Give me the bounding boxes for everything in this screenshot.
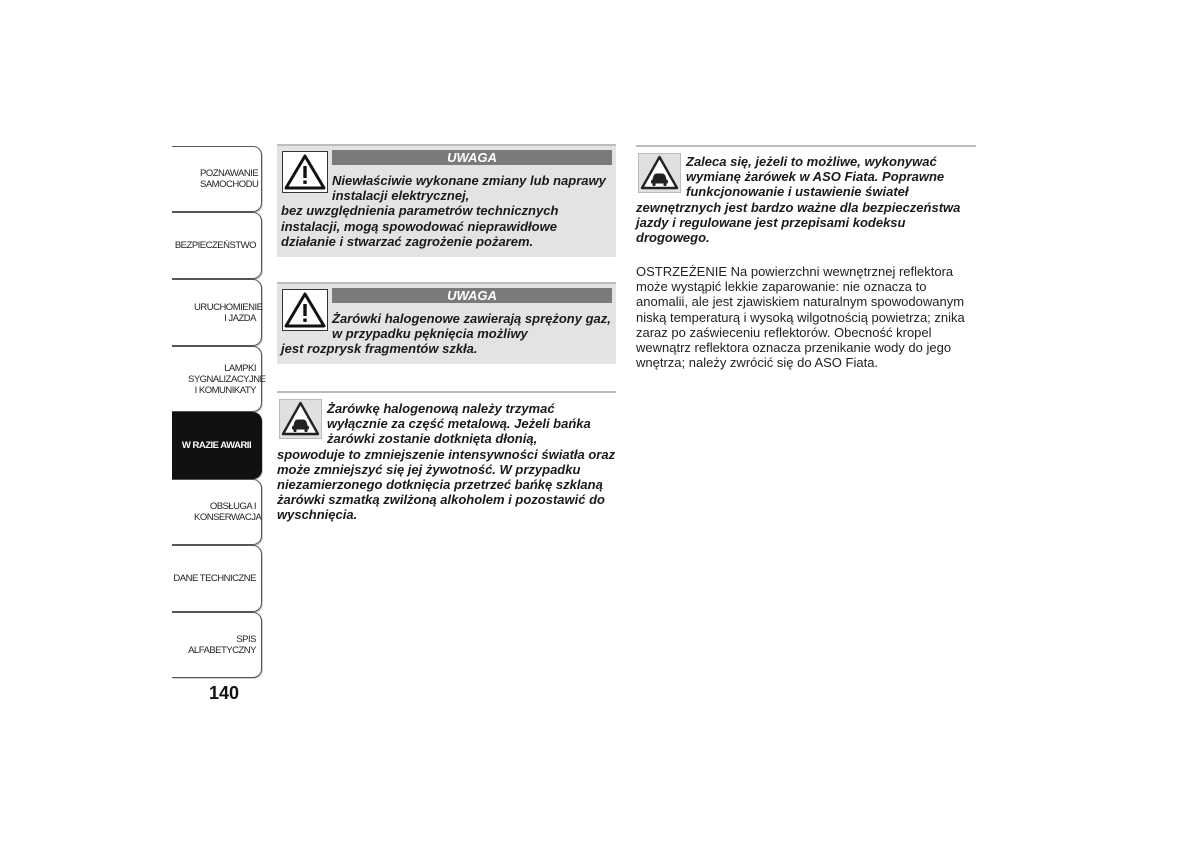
tab-label: POZNAWANIE SAMOCHODU	[200, 168, 259, 190]
warning-text-rest: bez uwzględnienia parametrów technicznych instalacji, mogą spowodować nieprawidłowe działanie i stwarzać zagrożenie pożarem.	[281, 203, 559, 249]
tab-label: SPIS ALFABETYCZNY	[188, 634, 256, 656]
warning-text-rest: jest rozprysk fragmentów szkła.	[281, 341, 478, 357]
warning-text-indented: Niewłaściwie wykonane zmiany lub naprawy instalacji elektrycznej,	[332, 173, 606, 204]
tab-label: DANE TECHNICZNE	[173, 573, 256, 584]
caution-note	[277, 391, 616, 523]
warning-text	[281, 311, 612, 357]
warning-text-indented: Żarówki halogenowe zawierają sprężony gaz, w przypadku pęknięcia możliwy	[332, 311, 611, 342]
note-text-rest: spowoduje to zmniejszenie intensywności światła oraz może zmniejszyć się jej żywotność. W przypadku niezamierzonego dotknięcia przetrzeć bańkę szklaną żarówki szmatką zwilżoną alkoholem i pozostawić do wyschnięcia.	[277, 446, 616, 523]
caution-note	[636, 145, 976, 247]
tab-label: OBSŁUGA I KONSERWACJA	[194, 501, 262, 523]
tab-obsluga-i-konserwacja[interactable]	[172, 479, 262, 545]
tab-bezpieczenstwo[interactable]	[172, 212, 262, 279]
warning-heading: UWAGA	[332, 150, 612, 165]
tab-label: URUCHOMIENIE I JAZDA	[194, 301, 263, 324]
tab-spis-alfabetyczny[interactable]	[172, 612, 262, 678]
tab-label: BEZPIECZEŃSTWO	[174, 240, 256, 251]
note-text-indented: Żarówkę halogenową należy trzymać wyłącznie za część metalową. Jeżeli bańka żarówki zostanie dotknięta dłonią,	[327, 401, 591, 447]
tab-w-razie-awarii[interactable]	[172, 412, 262, 479]
tab-dane-techniczne[interactable]	[172, 545, 262, 612]
tab-poznawanie-samochodu[interactable]	[172, 146, 262, 212]
warning-box	[277, 144, 616, 257]
page-number: 140	[209, 683, 240, 703]
tab-label: LAMPKI SYGNALIZACYJNE I KOMUNIKATY	[188, 362, 266, 396]
tab-uruchomienie-i-jazda[interactable]	[172, 279, 262, 346]
tab-lampki-sygnalizacyjne[interactable]	[172, 346, 266, 412]
warning-heading: UWAGA	[332, 288, 612, 303]
note-text	[277, 401, 616, 523]
notice-paragraph: OSTRZEŻENIE Na powierzchni wewnętrznej reflektora może wystąpić lekkie zaparowanie: nie oznacza to anomalii, ale jest zjawiskiem naturalnym spowodowanym niską temperaturą i wysoką wilgotnością powietrza; znika zaraz po zaświeceniu reflektorów. Obecność kropel wewnątrz reflektora oznacza przenikanie wody do jego wnętrza; należy zwrócić się do ASO Fiata.	[636, 264, 965, 371]
tab-label: W RAZIE AWARII	[181, 440, 252, 451]
warning-box	[277, 282, 616, 364]
warning-text	[281, 173, 612, 249]
note-text	[636, 154, 976, 245]
note-text-indented: Zaleca się, jeżeli to możliwe, wykonywać wymianę żarówek w ASO Fiata. Poprawne funkcjonowanie i ustawienie świateł	[686, 154, 945, 200]
note-text-rest: zewnętrznych jest bardzo ważne dla bezpieczeństwa jazdy i regulowane jest przepisami kodeksu drogowego.	[636, 199, 961, 246]
